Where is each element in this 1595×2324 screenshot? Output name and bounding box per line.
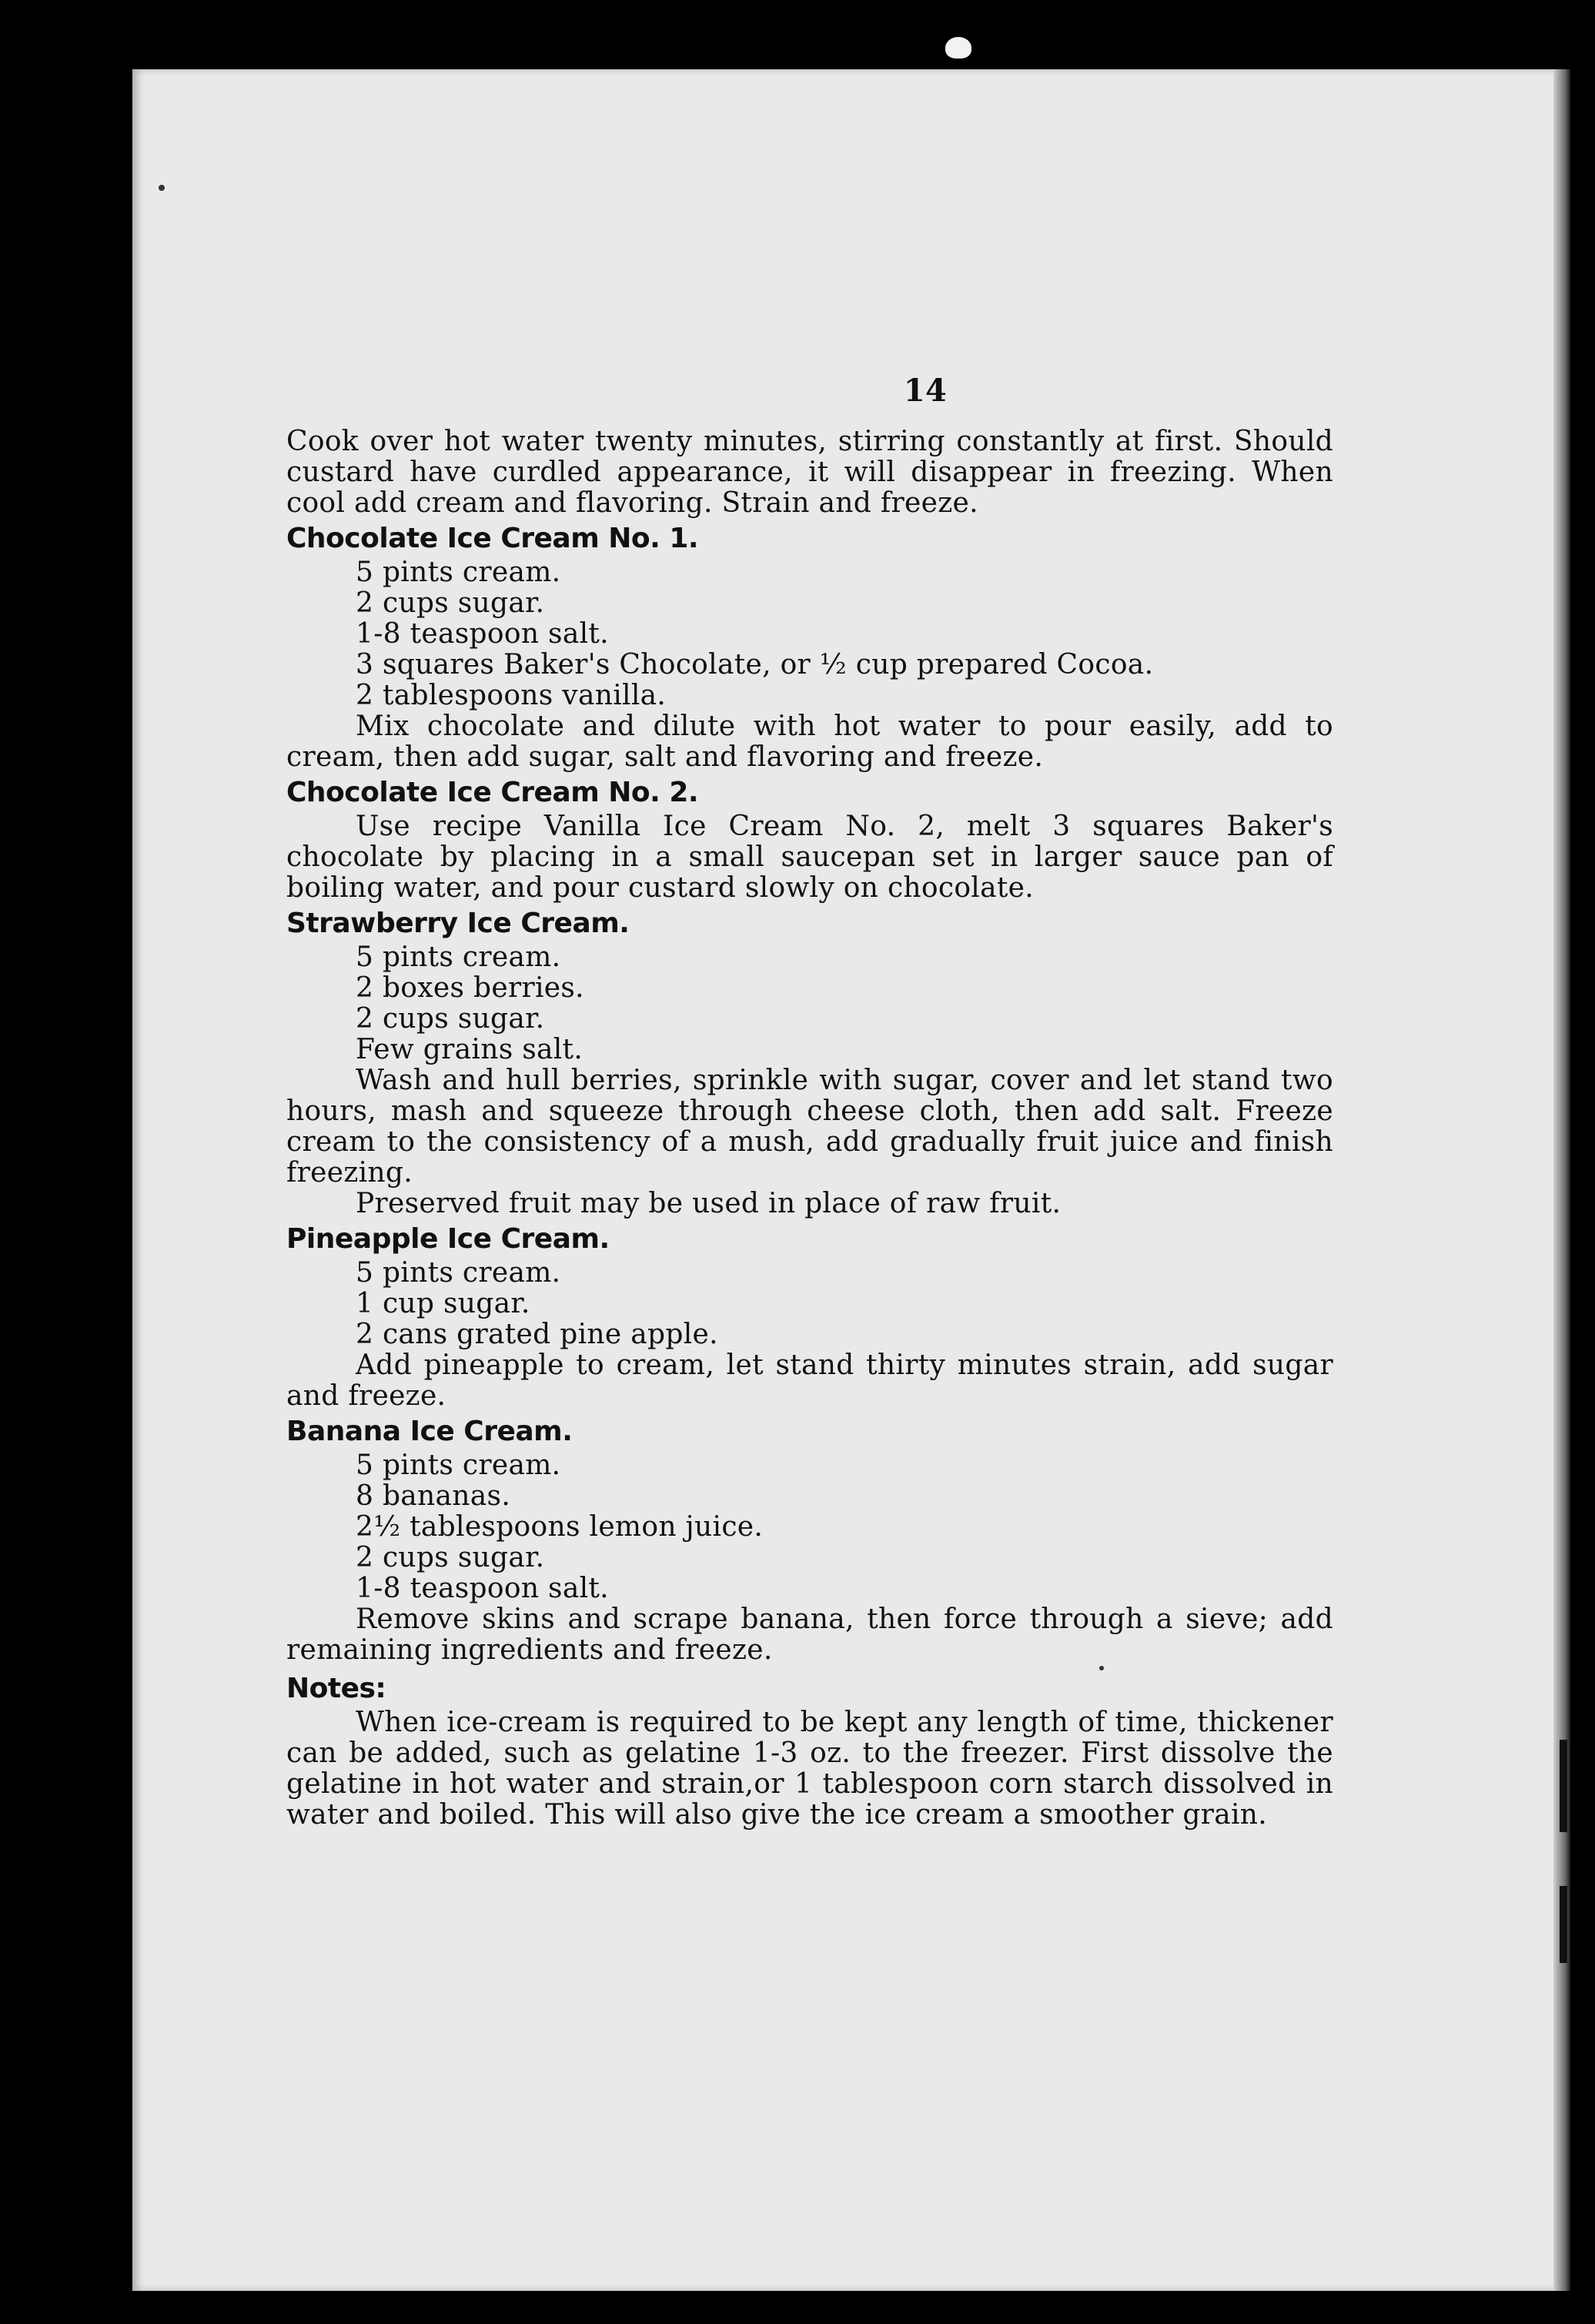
ingredient-list — [286, 942, 1333, 1065]
spine-mark — [1560, 1886, 1567, 1963]
ingredient-item: 5 pints cream. — [356, 941, 561, 973]
ingredient-item: 2 tablespoons vanilla. — [356, 680, 667, 711]
ingredient-item: 5 pints cream. — [356, 1450, 561, 1481]
ingredient-item: 2½ tablespoons lemon juice. — [356, 1511, 764, 1543]
scan-speck — [159, 185, 165, 191]
recipe-section — [286, 777, 1333, 904]
page-content — [286, 373, 1333, 1831]
ingredient-list — [286, 1450, 1333, 1604]
recipe-section — [286, 1224, 1333, 1412]
recipe-directions: Remove skins and scrape banana, then force through a sieve; add remaining ingredients and freeze. — [286, 1603, 1333, 1666]
scan-mark — [945, 37, 971, 59]
recipe-title: Pineapple Ice Cream. — [286, 1223, 610, 1255]
recipe-title: Chocolate Ice Cream No. 1. — [286, 523, 699, 554]
ingredient-item: 2 cups sugar. — [356, 1003, 545, 1035]
ingredient-item: 1-8 teaspoon salt. — [356, 1573, 609, 1604]
ingredient-list — [286, 557, 1333, 711]
ingredient-item: Few grains salt. — [356, 1034, 583, 1065]
recipe-title: Banana Ice Cream. — [286, 1416, 573, 1447]
ingredient-list — [286, 1258, 1333, 1350]
ingredient-item: 2 boxes berries. — [356, 972, 584, 1004]
recipe-list — [286, 523, 1333, 1666]
recipe-title: Strawberry Ice Cream. — [286, 908, 630, 939]
ingredient-item: 8 bananas. — [356, 1480, 511, 1512]
ingredient-item: 5 pints cream. — [356, 557, 561, 588]
ingredient-item: 2 cups sugar. — [356, 587, 545, 619]
recipe-section — [286, 908, 1333, 1219]
ingredient-item: 2 cans grated pine apple. — [356, 1319, 718, 1350]
recipe-directions: Add pineapple to cream, let stand thirty minutes strain, add sugar and freeze. — [286, 1349, 1333, 1412]
page-number: 14 — [903, 373, 948, 409]
ingredient-item: 5 pints cream. — [356, 1257, 561, 1289]
notes-text: When ice-cream is required to be kept any length of time, thickener can be added, such as gelatine 1-3 oz. to the freezer. First dissolve the gelatine in hot water and strain,or 1 tablespoon corn starch dissolved in water and boiled. This will also give the ice cream a smoother grain. — [286, 1707, 1333, 1831]
spine-mark — [1560, 1740, 1567, 1832]
ingredient-item: 3 squares Baker's Chocolate, or ½ cup prepared Cocoa. — [356, 649, 1154, 680]
ingredient-item: 1-8 teaspoon salt. — [356, 618, 609, 650]
ingredient-item: 2 cups sugar. — [356, 1542, 545, 1573]
recipe-directions: Wash and hull berries, sprinkle with sugar, cover and let stand two hours, mash and squeeze through cheese cloth, then add salt. Freeze cream to the consistency of a mush, add gradually fruit juice and finish freezing. — [286, 1065, 1333, 1189]
recipe-directions: Use recipe Vanilla Ice Cream No. 2, melt 3 squares Baker's chocolate by placing in a small saucepan set in larger sauce pan of boiling water, and pour custard slowly on chocolate. — [286, 811, 1333, 904]
ingredient-item: 1 cup sugar. — [356, 1288, 530, 1319]
recipe-title: Chocolate Ice Cream No. 2. — [286, 777, 699, 808]
recipe-directions: Mix chocolate and dilute with hot water to pour easily, add to cream, then add sugar, salt and flavoring and freeze. — [286, 711, 1333, 773]
recipe-section — [286, 523, 1333, 773]
intro-paragraph: Cook over hot water twenty minutes, stirring constantly at first. Should custard have curdled appearance, it will disappear in freezing. When cool add cream and flavoring. Strain and freeze. — [286, 426, 1333, 519]
recipe-section — [286, 1416, 1333, 1666]
recipe-directions: Preserved fruit may be used in place of raw fruit. — [356, 1188, 1062, 1219]
notes-heading: Notes: — [286, 1673, 386, 1704]
